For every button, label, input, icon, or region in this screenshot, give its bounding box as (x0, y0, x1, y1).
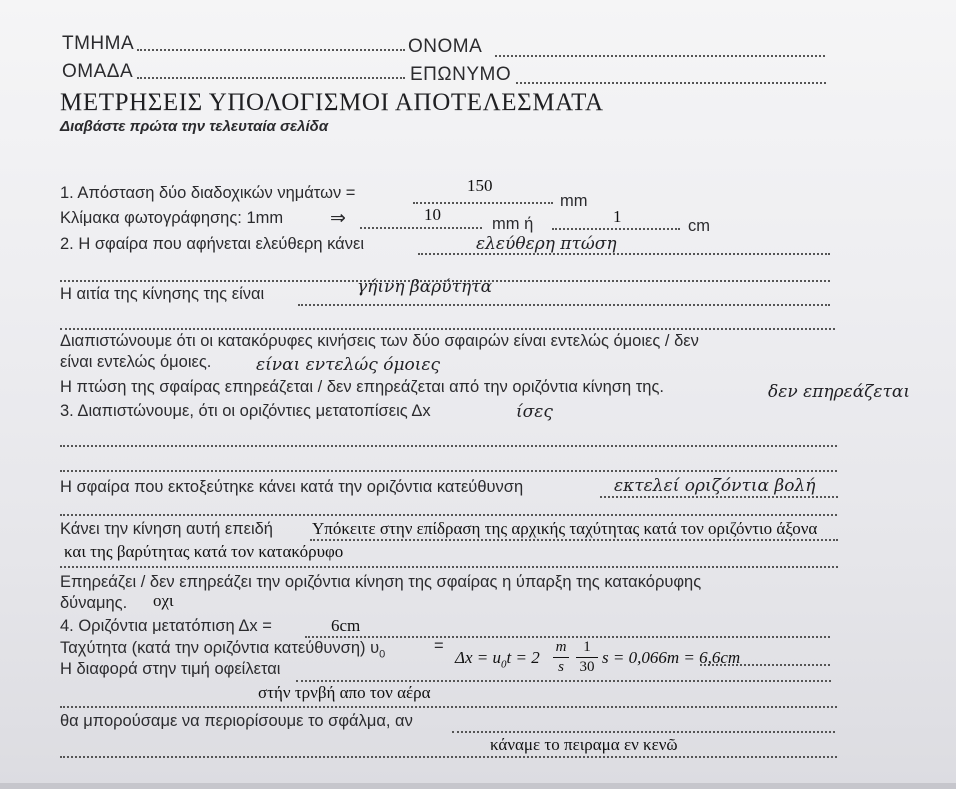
distance-dotted-line (413, 202, 553, 204)
limit-extra-line (60, 756, 837, 758)
displacement-label: 4. Οριζόντια μετατόπιση Δx = (60, 617, 272, 635)
omada-label: ΟΜΑΔΑ (62, 61, 134, 82)
limit-dotted-line (452, 731, 835, 733)
cause-dotted-line (298, 304, 830, 306)
difference-answer: στήν τρνβή απο τον αέρα (258, 683, 431, 702)
fall-answer: δεν επηρεάζεται (768, 382, 911, 402)
vertical-answer: είναι εντελώς όμοιες (256, 355, 441, 375)
tmima-dotted-line (137, 49, 405, 51)
difference-label: Η διαφορά στην τιμή οφείλεται (60, 660, 281, 678)
limit-answer: κάναμε το πειραμα εν κενῶ (490, 735, 678, 754)
reason-extra-line (60, 566, 838, 568)
page-subtitle: Διαβάστε πρώτα την τελευταία σελίδα (60, 118, 329, 135)
displacement-answer: 6cm (331, 616, 361, 635)
velocity-label: Ταχύτητα (κατά την οριζόντια κατεύθυνση) $\upsilon_0$ (60, 639, 386, 661)
reason-dotted-line (310, 539, 838, 541)
cause-label: Η αιτία της κίνησης της είναι (60, 285, 265, 303)
onoma-dotted-line (495, 55, 825, 57)
equation-fraction-1: m s (553, 639, 569, 676)
fall-statement: Η πτώση της σφαίρας επηρεάζεται / δεν επηρεάζεται από την οριζόντια κίνηση της. (60, 378, 664, 396)
affects-answer: οχι (153, 591, 174, 610)
equation-fraction-2: 1 30 (576, 639, 598, 676)
distance-unit: mm (560, 192, 588, 210)
vertical-statement-line2: είναι εντελώς όμοιες. (60, 353, 212, 371)
horizontal-line-1 (60, 445, 837, 447)
sphere-label: 2. Η σφαίρα που αφήνεται ελεύθερη κάνει (60, 235, 364, 253)
scale-cm-unit: cm (688, 217, 710, 235)
distance-value: 150 (467, 176, 493, 195)
reason-label: Κάνει την κίνηση αυτή επειδή (60, 520, 273, 538)
distance-label: 1. Απόσταση δύο διαδοχικών νημάτων = (60, 184, 356, 202)
reason-answer-line1: Υπόκειτε στην επίδραση της αρχικής ταχύτητας κατά τον οριζόντιο άξονα (312, 519, 818, 538)
limit-label: θα μπορούσαμε να περιορίσουμε το σφάλμα, αν (60, 712, 413, 730)
equation-lhs: $\Delta x = u_0t = 2$ (455, 648, 540, 671)
scale-mm-unit: mm ή (492, 215, 534, 233)
launched-extra-line (60, 514, 837, 516)
horizontal-answer: ίσες (516, 402, 553, 422)
cause-answer: γήινη βαρύτητα (357, 277, 493, 297)
launched-answer: εκτελεί οριζόντια βολή (614, 476, 816, 496)
velocity-equals: = (434, 637, 444, 655)
page-title: ΜΕΤΡΗΣΕΙΣ ΥΠΟΛΟΓΙΣΜΟΙ ΑΠΟΤΕΛΕΣΜΑΤΑ (60, 89, 604, 116)
difference-extra-line (60, 706, 837, 708)
omada-dotted-line (137, 77, 405, 79)
scale-mm-dotted-line (360, 227, 482, 229)
scale-mm-value: 10 (424, 205, 441, 224)
vertical-statement-line1: Διαπιστώνουμε ότι οι κατακόρυφες κινήσεις των δύο σφαιρών είναι εντελώς όμοιες / δεν (60, 332, 699, 350)
affects-line2: δύναμης. (60, 594, 128, 612)
reason-answer-line2: και της βαρύτητας κατά τον κατακόρυφο (64, 542, 344, 561)
launched-dotted-line (600, 496, 838, 498)
difference-dotted-line (296, 680, 831, 682)
onoma-label: ΟΝΟΜΑ (408, 36, 483, 57)
scale-label: Κλίμακα φωτογράφησης: 1mm (60, 209, 284, 227)
horizontal-label: 3. Διαπιστώνουμε, ότι οι οριζόντιες μετατοπίσεις Δx (60, 402, 431, 420)
horizontal-line-2 (60, 470, 837, 472)
eponymo-dotted-line (516, 82, 826, 84)
launched-label: Η σφαίρα που εκτοξεύτηκε κάνει κατά την οριζόντια κατεύθυνση (60, 478, 524, 496)
scale-cm-value: 1 (613, 207, 622, 226)
cause-extra-line (60, 328, 835, 330)
equation-rhs: s = 0,066m = 6,6cm (602, 648, 741, 667)
displacement-dotted-line (305, 636, 830, 638)
arrow-icon: ⇒ (330, 208, 346, 229)
tmima-label: ΤΜΗΜΑ (62, 33, 135, 54)
eponymo-label: ΕΠΩΝΥΜΟ (410, 64, 512, 85)
sphere-answer: ελεύθερη πτώση (476, 234, 617, 254)
affects-line1: Επηρεάζει / δεν επηρεάζει την οριζόντια κίνηση της σφαίρας η ύπαρξη της κατακόρυφης (60, 573, 702, 591)
scale-cm-dotted-line (552, 228, 680, 230)
